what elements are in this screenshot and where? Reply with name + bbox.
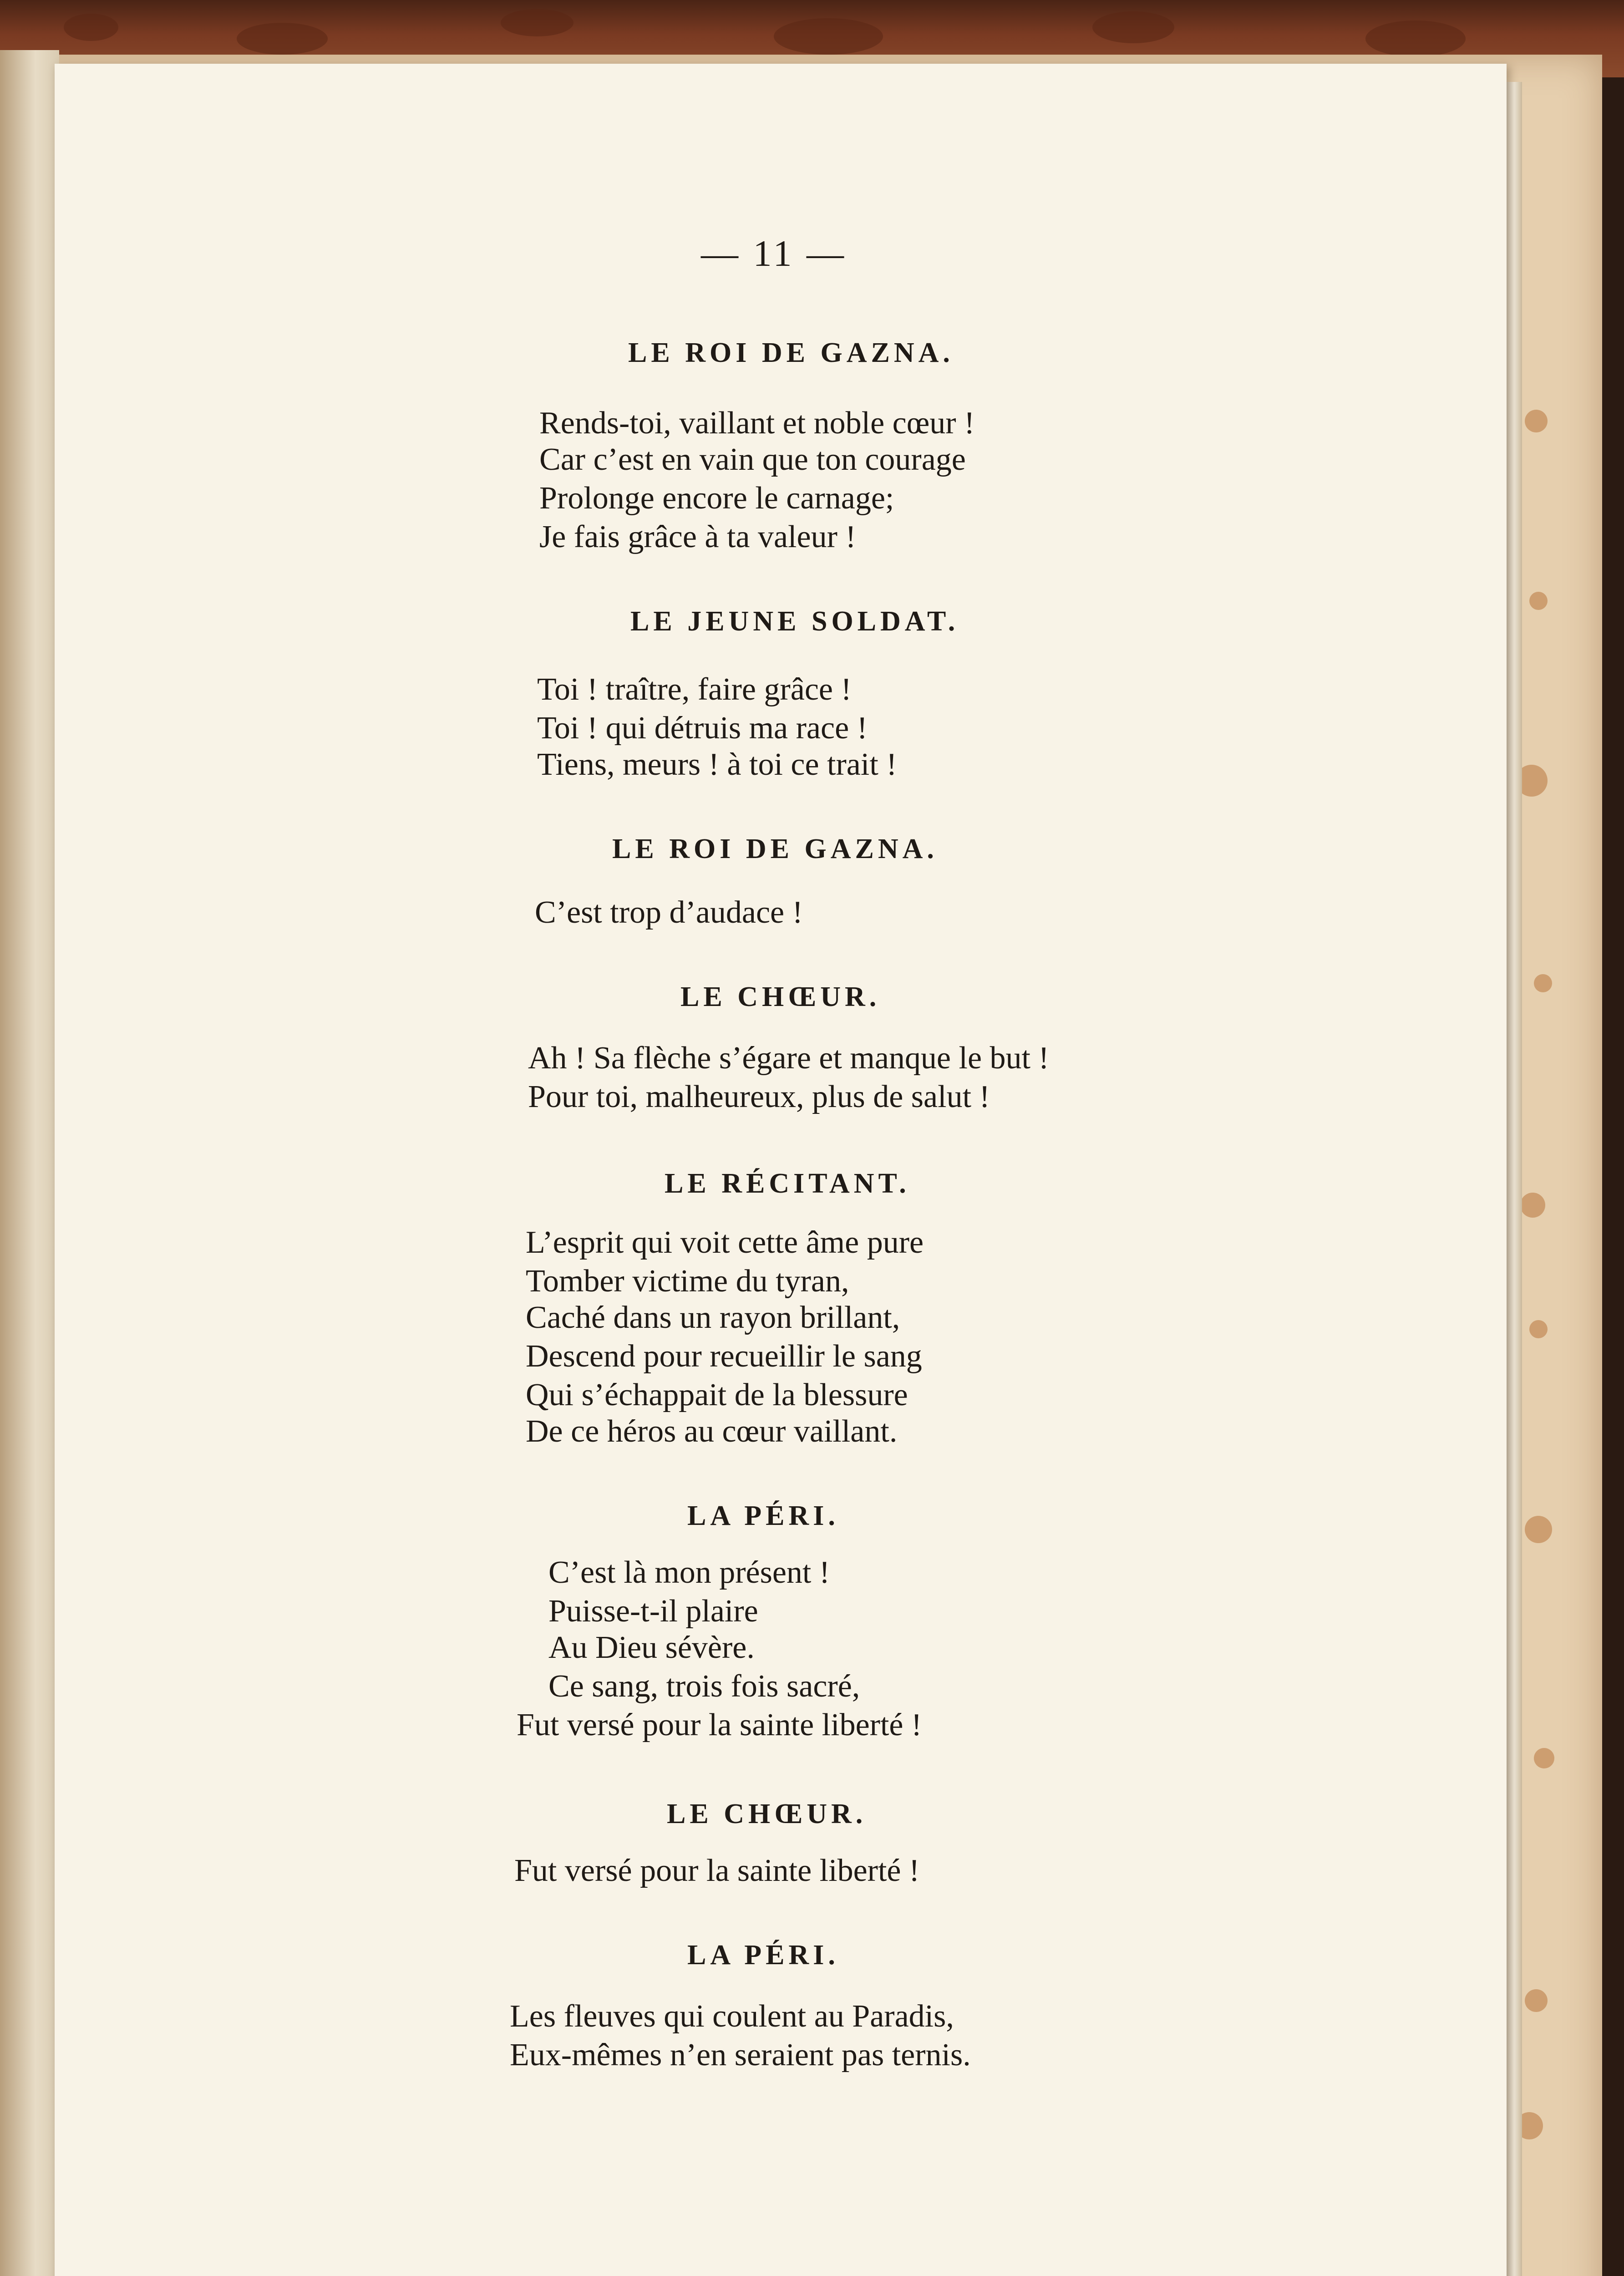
speaker-heading: LE CHŒUR. [680,981,881,1012]
speaker-heading: LE ROI DE GAZNA. [612,833,938,864]
speaker-heading: LE ROI DE GAZNA. [628,337,954,368]
verse-line: Tiens, meurs ! à toi ce trait ! [537,747,897,782]
verse-line: Qui s’échappait de la blessure [526,1377,908,1412]
speaker-heading: LE CHŒUR. [667,1798,867,1829]
verse-line: Je fais grâce à ta valeur ! [539,519,856,554]
verse-line: Les fleuves qui coulent au Paradis, [510,1999,954,2034]
verse-line: Fut versé pour la sainte liberté ! [514,1853,920,1888]
verse-line: Car c’est en vain que ton courage [539,442,966,477]
verse-line: L’esprit qui voit cette âme pure [526,1225,924,1260]
verse-line: Descend pour recueillir le sang [526,1339,922,1374]
page-number: — 11 — [701,233,847,274]
speaker-heading: LA PÉRI. [687,1940,839,1971]
verse-line: Toi ! traître, faire grâce ! [537,672,852,707]
verse-line: Au Dieu sévère. [548,1630,755,1665]
speaker-heading: LA PÉRI. [687,1500,839,1531]
verse-line: Pour toi, malheureux, plus de salut ! [528,1079,990,1114]
verse-line: Fut versé pour la sainte liberté ! [517,1707,922,1743]
verse-line: C’est là mon présent ! [548,1555,830,1590]
verse-line: Eux-mêmes n’en seraient pas ternis. [510,2037,971,2073]
verse-line: Rends-toi, vaillant et noble cœur ! [539,406,975,441]
speaker-heading: LE RÉCITANT. [665,1168,910,1199]
verse-line: De ce héros au cœur vaillant. [526,1414,898,1449]
verse-line: Prolonge encore le carnage; [539,481,894,516]
verse-line: Puisse-t-il plaire [548,1594,758,1629]
verse-line: Tomber victime du tyran, [526,1264,849,1299]
verse-line: C’est trop d’audace ! [535,895,803,930]
verse-line: Caché dans un rayon brillant, [526,1300,900,1335]
verse-line: Ah ! Sa flèche s’égare et manque le but ! [528,1041,1049,1076]
speaker-heading: LE JEUNE SOLDAT. [630,606,959,637]
verse-line: Ce sang, trois fois sacré, [548,1669,860,1704]
verse-line: Toi ! qui détruis ma race ! [537,711,868,746]
